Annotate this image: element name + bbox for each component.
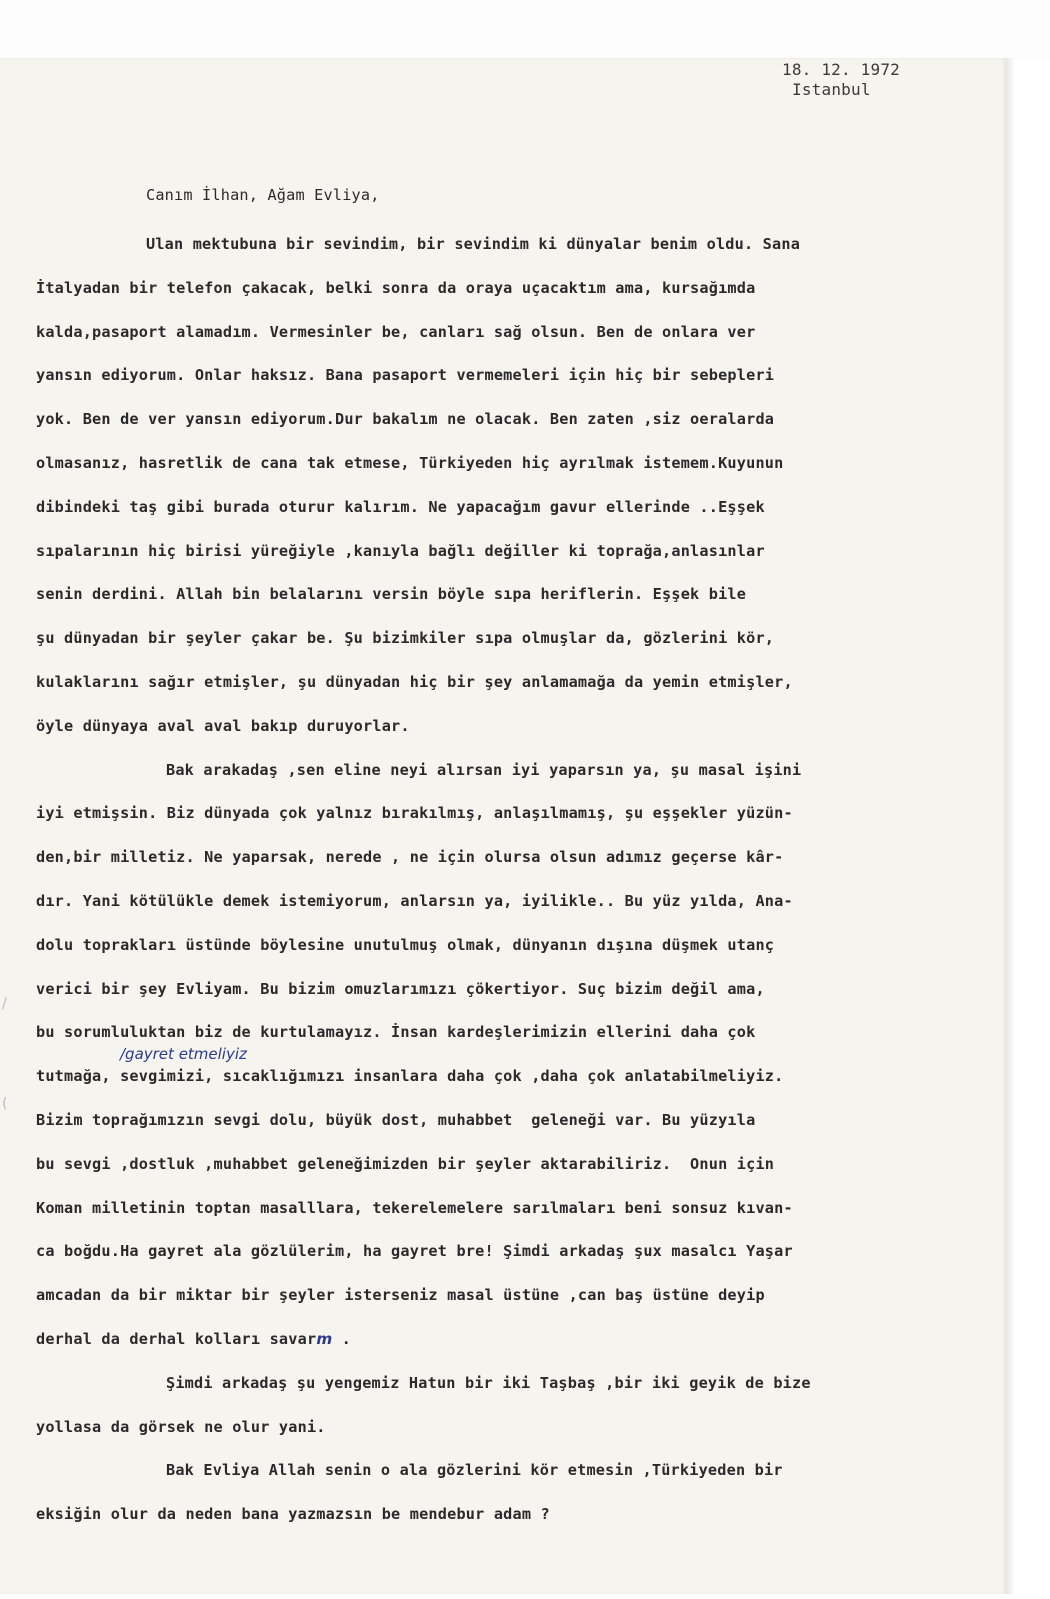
body-line: öyle dünyaya aval aval bakıp duruyorlar. (36, 716, 410, 735)
body-line: dolu toprakları üstünde böylesine unutulmuş olmak, dünyanın dışına düşmek utanç (36, 935, 775, 954)
letter-header (782, 60, 900, 100)
letter-page (0, 58, 1006, 1594)
body-line: sıpalarının hiç birisi yüreğiyle ,kanıyla bağlı değiller ki toprağa,anlasınlar (36, 541, 765, 560)
body-line: İtalyadan bir telefon çakacak, belki sonra da oraya uçacaktım ama, kursağımda (36, 278, 756, 297)
body-line: den,bir milletiz. Ne yaparsak, nerede , ne için olursa olsun adımız geçerse kâr- (36, 848, 784, 867)
letter-date: 18. 12. 1972 (782, 60, 900, 79)
body-line: iyi etmişsin. Biz dünyada çok yalnız bırakılmış, anlaşılmamış, şu eşşekler yüzün- (36, 804, 793, 823)
body-line: Bizim toprağımızın sevgi dolu, büyük dost, muhabbet geleneği var. Bu yüzyıla (36, 1110, 756, 1129)
handwritten-mark: m (316, 1329, 333, 1348)
body-line-text: derhal da derhal kolları savar (36, 1329, 317, 1348)
body-line: dır. Yani kötülükle demek istemiyorum, anlarsın ya, iyilikle.. Bu yüz yılda, Ana- (36, 891, 793, 910)
body-line: bu sevgi ,dostluk ,muhabbet geleneğimizden bir şeyler aktarabiliriz. Onun için (36, 1154, 775, 1173)
body-line: Şimdi arkadaş şu yengemiz Hatun bir iki Taşbaş ,bir iki geyik de bize (166, 1373, 811, 1392)
body-line: bu sorumluluktan biz de kurtulamayız. İnsan kardeşlerimizin ellerini daha çok (36, 1023, 756, 1042)
handwritten-insert: /gayret etmeliyiz (120, 1045, 247, 1063)
body-line: yansın ediyorum. Onlar haksız. Bana pasaport vermemeleri için hiç bir sebepleri (36, 366, 775, 385)
margin-mark: / (2, 996, 7, 1012)
body-line: yok. Ben de ver yansın ediyorum.Dur bakalım ne olacak. Ben zaten ,siz oeralarda (36, 410, 775, 429)
body-line: olmasanız, hasretlik de cana tak etmese, Türkiyeden hiç ayrılmak istemem.Kuyunun (36, 453, 784, 472)
body-line: Bak arakadaş ,sen eline neyi alırsan iyi yaparsın ya, şu masal işini (166, 760, 802, 779)
body-line: ca boğdu.Ha gayret ala gözlülerim, ha gayret bre! Şimdi arkadaş şux masalcı Yaşar (36, 1242, 793, 1261)
letter-body (36, 230, 1006, 1544)
letter-place: Istanbul (792, 80, 871, 99)
salutation: Canım İlhan, Ağam Evliya, (146, 186, 380, 204)
margin-mark: ( (2, 1096, 8, 1112)
body-line: Bak Evliya Allah senin o ala gözlerini kör etmesin ,Türkiyeden bir (166, 1461, 783, 1480)
body-line: kalda,pasaport alamadım. Vermesinler be, canları sağ olsun. Ben de onlara ver (36, 322, 756, 341)
body-line: tutmağa, sevgimizi, sıcaklığımızı insanlara daha çok ,daha çok anlatabilmeliyiz. (36, 1067, 784, 1086)
body-line: kulaklarını sağır etmişler, şu dünyadan hiç bir şey anlamamağa da yemin etmişler, (36, 672, 793, 691)
body-line: eksiğin olur da neden bana yazmazsın be mendebur adam ? (36, 1505, 550, 1524)
body-line: amcadan da bir miktar bir şeyler isterseniz masal üstüne ,can baş üstüne deyip (36, 1286, 765, 1305)
body-line: verici bir şey Evliyam. Bu bizim omuzlarımızı çökertiyor. Suç bizim değil ama, (36, 979, 765, 998)
body-line: dibindeki taş gibi burada oturur kalırım. Ne yapacağım gavur ellerinde ..Eşşek (36, 497, 765, 516)
body-line-with-mark: derhal da derhal kolları savarm . (36, 1329, 352, 1348)
body-line: yollasa da görsek ne olur yani. (36, 1417, 326, 1436)
body-line: Ulan mektubuna bir sevindim, bir sevindim ki dünyalar benim oldu. Sana (146, 235, 801, 253)
body-line: Koman milletinin toptan masalllara, tekerelemelere sarılmaları beni sonsuz kıvan- (36, 1198, 793, 1217)
body-line: senin derdini. Allah bin belalarını versin böyle sıpa heriflerin. Eşşek bile (36, 585, 747, 604)
scan-background (0, 0, 1050, 58)
body-line: şu dünyadan bir şeyler çakar be. Şu bizimkiler sıpa olmuşlar da, gözlerini kör, (36, 629, 775, 648)
